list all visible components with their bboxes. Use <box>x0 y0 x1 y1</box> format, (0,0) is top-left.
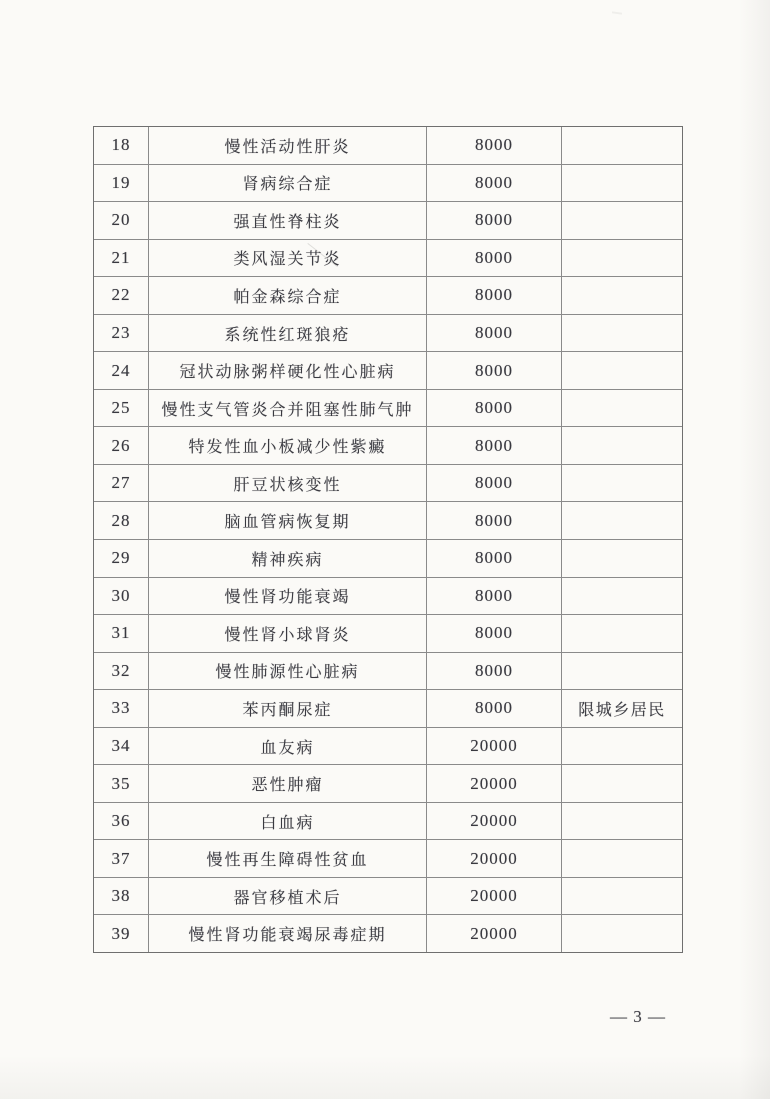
amount-cell: 8000 <box>426 690 561 727</box>
row-number-cell: 32 <box>111 660 131 680</box>
note-cell <box>561 578 682 615</box>
note-cell <box>561 390 682 427</box>
amount-cell: 20000 <box>426 840 561 877</box>
row-number-cell: 22 <box>111 285 131 305</box>
table-row <box>94 201 682 239</box>
note-cell <box>561 728 682 765</box>
note-cell <box>561 878 682 915</box>
table-row <box>94 577 682 615</box>
disease-name-cell: 器官移植术后 <box>148 878 426 915</box>
table-row <box>94 464 682 502</box>
note-cell <box>561 277 682 314</box>
row-number-cell: 31 <box>111 623 131 643</box>
disease-name-cell: 精神疾病 <box>148 540 426 577</box>
amount-cell: 8000 <box>426 352 561 389</box>
note-cell <box>561 127 682 164</box>
note-cell: 限城乡居民 <box>561 690 682 727</box>
table-row <box>94 689 682 727</box>
disease-subsidy-table <box>93 126 683 953</box>
row-number-cell: 27 <box>111 473 131 493</box>
amount-cell: 8000 <box>426 540 561 577</box>
row-number-cell: 19 <box>111 172 131 192</box>
row-number-cell: 20 <box>111 210 131 230</box>
amount-cell: 20000 <box>426 878 561 915</box>
row-number-cell: 21 <box>111 247 131 267</box>
table-row <box>94 914 682 952</box>
note-cell <box>561 465 682 502</box>
table-row <box>94 351 682 389</box>
disease-name-cell: 苯丙酮尿症 <box>148 690 426 727</box>
table-row <box>94 314 682 352</box>
note-cell <box>561 240 682 277</box>
disease-name-cell: 系统性红斑狼疮 <box>148 315 426 352</box>
note-cell <box>561 615 682 652</box>
note-cell <box>561 165 682 202</box>
disease-name-cell: 特发性血小板减少性紫癜 <box>148 427 426 464</box>
table-row <box>94 426 682 464</box>
row-number-cell: 36 <box>111 811 131 831</box>
note-cell <box>561 427 682 464</box>
amount-cell: 8000 <box>426 165 561 202</box>
note-cell <box>561 502 682 539</box>
table-row <box>94 276 682 314</box>
amount-cell: 8000 <box>426 277 561 314</box>
table-row <box>94 802 682 840</box>
page-number: — 3 — <box>610 1007 666 1026</box>
amount-cell: 20000 <box>426 765 561 802</box>
disease-name-cell: 慢性活动性肝炎 <box>148 127 426 164</box>
row-number-cell: 37 <box>111 848 131 868</box>
note-cell <box>561 540 682 577</box>
disease-name-cell: 类风湿关节炎 <box>148 240 426 277</box>
note-cell <box>561 915 682 952</box>
row-number-cell: 25 <box>111 398 131 418</box>
amount-cell: 20000 <box>426 728 561 765</box>
table-row <box>94 239 682 277</box>
amount-cell: 8000 <box>426 578 561 615</box>
row-number-cell: 24 <box>111 360 131 380</box>
amount-cell: 20000 <box>426 915 561 952</box>
note-cell <box>561 315 682 352</box>
table-row <box>94 877 682 915</box>
disease-name-cell: 强直性脊柱炎 <box>148 202 426 239</box>
disease-name-cell: 慢性肾功能衰竭 <box>148 578 426 615</box>
table-row <box>94 614 682 652</box>
amount-cell: 8000 <box>426 315 561 352</box>
disease-name-cell: 肾病综合症 <box>148 165 426 202</box>
note-cell <box>561 352 682 389</box>
disease-name-cell: 冠状动脉粥样硬化性心脏病 <box>148 352 426 389</box>
table-row <box>94 764 682 802</box>
row-number-cell: 34 <box>111 736 131 756</box>
table-row <box>94 389 682 427</box>
row-number-cell: 28 <box>111 510 131 530</box>
row-number-cell: 29 <box>111 548 131 568</box>
note-cell <box>561 840 682 877</box>
disease-name-cell: 脑血管病恢复期 <box>148 502 426 539</box>
table-row <box>94 164 682 202</box>
disease-name-cell: 恶性肿瘤 <box>148 765 426 802</box>
note-cell <box>561 202 682 239</box>
row-number-cell: 35 <box>111 773 131 793</box>
table-row <box>94 839 682 877</box>
amount-cell: 8000 <box>426 127 561 164</box>
table-row <box>94 539 682 577</box>
note-cell <box>561 653 682 690</box>
disease-name-cell: 肝豆状核变性 <box>148 465 426 502</box>
disease-name-cell: 慢性再生障碍性贫血 <box>148 840 426 877</box>
disease-name-cell: 白血病 <box>148 803 426 840</box>
amount-cell: 8000 <box>426 427 561 464</box>
amount-cell: 8000 <box>426 502 561 539</box>
table-row <box>94 652 682 690</box>
note-cell <box>561 765 682 802</box>
disease-name-cell: 慢性肾小球肾炎 <box>148 615 426 652</box>
row-number-cell: 26 <box>111 435 131 455</box>
amount-cell: 8000 <box>426 653 561 690</box>
row-number-cell: 30 <box>111 585 131 605</box>
table-row <box>94 727 682 765</box>
amount-cell: 8000 <box>426 390 561 427</box>
disease-name-cell: 慢性肺源性心脏病 <box>148 653 426 690</box>
disease-name-cell: 帕金森综合症 <box>148 277 426 314</box>
disease-name-cell: 慢性支气管炎合并阻塞性肺气肿 <box>148 390 426 427</box>
amount-cell: 8000 <box>426 240 561 277</box>
row-number-cell: 18 <box>111 135 131 155</box>
table-row <box>94 501 682 539</box>
amount-cell: 8000 <box>426 202 561 239</box>
row-number-cell: 33 <box>111 698 131 718</box>
table-row <box>94 127 682 164</box>
amount-cell: 20000 <box>426 803 561 840</box>
row-number-cell: 39 <box>111 923 131 943</box>
row-number-cell: 23 <box>111 323 131 342</box>
amount-cell: 8000 <box>426 615 561 652</box>
amount-cell: 8000 <box>426 465 561 502</box>
disease-name-cell: 慢性肾功能衰竭尿毒症期 <box>148 915 426 952</box>
note-cell <box>561 803 682 840</box>
scan-artifact <box>612 11 622 14</box>
row-number-cell: 38 <box>111 886 131 906</box>
disease-name-cell: 血友病 <box>148 728 426 765</box>
